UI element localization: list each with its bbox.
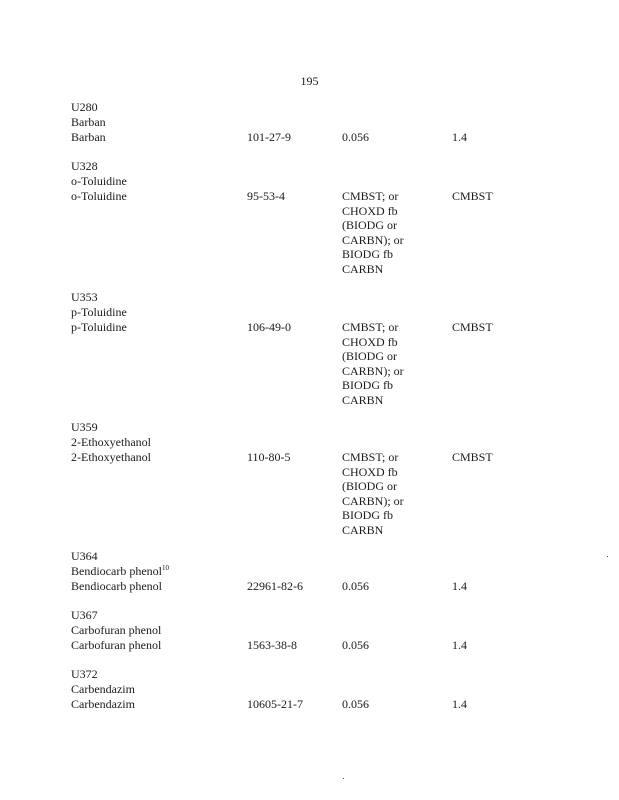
constituent-name: o-Toluidine (71, 189, 127, 203)
cas-number: 1563-38-8 (247, 638, 297, 652)
wastewater-standard (342, 320, 404, 407)
wastewater-line: CHOXD fb (342, 464, 398, 479)
waste-group-name (71, 564, 169, 579)
wastewater-standard (342, 638, 369, 653)
wastewater-line: 0.056 (342, 579, 369, 593)
wastewater-line: 0.056 (342, 130, 369, 144)
waste-group-name: p-Toluidine (71, 305, 127, 319)
wastewater-line: BIODG fb (342, 378, 393, 392)
waste-entry-u328 (71, 159, 551, 279)
constituent-name: Carbofuran phenol (71, 638, 162, 652)
nonwastewater-standard: 1.4 (452, 697, 467, 711)
wastewater-standard (342, 130, 369, 145)
wastewater-standard (342, 189, 404, 276)
constituent-name: p-Toluidine (71, 320, 127, 334)
waste-entry-u364 (71, 549, 551, 595)
cas-number: 110-80-5 (247, 450, 291, 464)
waste-code: U359 (71, 420, 98, 434)
constituent-name: Carbendazim (71, 697, 135, 711)
wastewater-line: CARBN); or (342, 493, 404, 508)
scan-speck (343, 778, 344, 779)
wastewater-line: CARBN (342, 392, 384, 407)
waste-entry-u372 (71, 667, 551, 713)
waste-group-text: Bendiocarb phenol (71, 564, 162, 578)
waste-group-name: Barban (71, 115, 106, 129)
wastewater-line: CHOXD fb (342, 334, 398, 349)
cas-number: 101-27-9 (247, 130, 291, 144)
nonwastewater-standard: CMBST (452, 189, 493, 203)
waste-entry-u280 (71, 100, 551, 146)
nonwastewater-standard: CMBST (452, 320, 493, 334)
wastewater-line: CARBN); or (342, 232, 404, 247)
waste-code: U364 (71, 549, 98, 563)
wastewater-line: (BIODG or (342, 349, 397, 363)
wastewater-line: CHOXD fb (342, 203, 398, 218)
wastewater-line: 0.056 (342, 638, 369, 652)
cas-number: 106-49-0 (247, 320, 291, 334)
waste-code: U367 (71, 608, 98, 622)
wastewater-line: CMBST; or (342, 320, 399, 334)
footnote-marker: 10 (161, 564, 169, 572)
wastewater-line: (BIODG or (342, 479, 397, 493)
waste-entry-u367 (71, 608, 551, 654)
wastewater-line: BIODG fb (342, 508, 393, 522)
constituent-name: Barban (71, 130, 106, 144)
scan-speck (607, 556, 608, 557)
wastewater-line: CARBN (342, 261, 384, 276)
cas-number: 22961-82-6 (247, 579, 303, 593)
wastewater-line: BIODG fb (342, 247, 393, 261)
waste-code: U372 (71, 667, 98, 681)
waste-code: U353 (71, 290, 98, 304)
wastewater-standard (342, 697, 369, 712)
waste-group-name: Carbendazim (71, 682, 135, 696)
wastewater-line: CARBN (342, 522, 384, 537)
nonwastewater-standard: 1.4 (452, 638, 467, 652)
constituent-name: 2-Ethoxyethanol (71, 450, 151, 464)
page-number: 195 (300, 74, 319, 88)
wastewater-line: CARBN); or (342, 363, 404, 378)
waste-entry-u359 (71, 420, 551, 540)
waste-entry-u353 (71, 290, 551, 410)
constituent-name: Bendiocarb phenol (71, 579, 162, 593)
waste-group-name: 2-Ethoxyethanol (71, 435, 151, 449)
wastewater-line: 0.056 (342, 697, 369, 711)
wastewater-standard (342, 579, 369, 594)
waste-code: U280 (71, 100, 98, 114)
wastewater-standard (342, 450, 404, 537)
wastewater-line: CMBST; or (342, 189, 399, 203)
waste-code: U328 (71, 159, 98, 173)
wastewater-line: CMBST; or (342, 450, 399, 464)
cas-number: 10605-21-7 (247, 697, 303, 711)
cas-number: 95-53-4 (247, 189, 285, 203)
nonwastewater-standard: 1.4 (452, 579, 467, 593)
waste-group-name: o-Toluidine (71, 174, 127, 188)
wastewater-line: (BIODG or (342, 218, 397, 232)
nonwastewater-standard: 1.4 (452, 130, 467, 144)
nonwastewater-standard: CMBST (452, 450, 493, 464)
waste-group-name: Carbofuran phenol (71, 623, 162, 637)
